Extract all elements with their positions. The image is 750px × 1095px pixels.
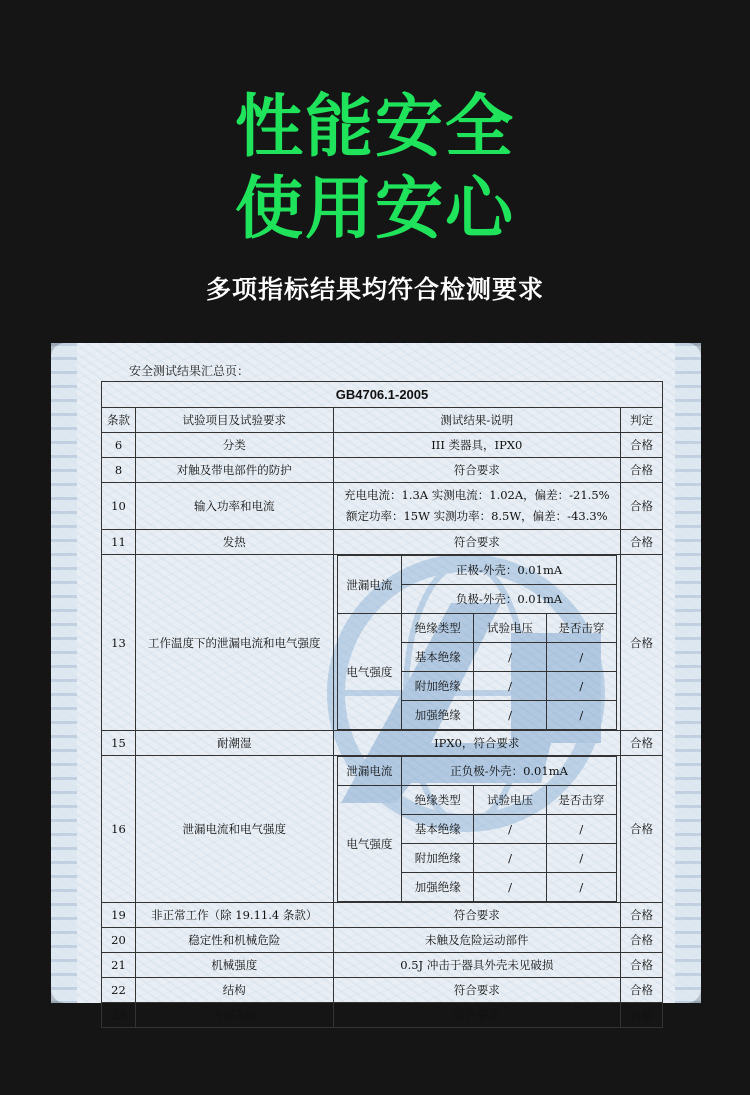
table-row [102,1003,663,1028]
table-row [102,433,663,458]
leak-positive: 正极-外壳：0.01mA [402,556,617,585]
strength-header: 试验电压 [474,614,546,643]
header-clause: 条款 [102,408,136,433]
strength-cell: 附加绝缘 [402,672,474,701]
row-item: 耐潮湿 [135,731,333,756]
strength-cell: / [474,701,546,730]
table-row [102,903,663,928]
strength-cell: 加强绝缘 [402,873,474,902]
row-item: 工作温度下的泄漏电流和电气强度 [135,555,333,731]
strength-cell: / [546,815,616,844]
row-clause: 8 [102,458,136,483]
table-row [102,756,663,903]
row-result-line-2: 额定功率：15W 实测功率：8.5W，偏差：-43.3% [345,509,608,523]
row-clause: 23 [102,1003,136,1028]
row-result: III 类器具，IPX0 [333,433,620,458]
header-result: 测试结果-说明 [333,408,620,433]
document-caption: 安全测试结果汇总页： [129,364,250,378]
row-item: 结构 [135,978,333,1003]
row-clause: 21 [102,953,136,978]
row-item: 泄漏电流和电气强度 [135,756,333,903]
strength-label: 电气强度 [337,786,402,902]
row-result: IPX0，符合要求 [333,731,620,756]
header-judge: 判定 [621,408,663,433]
table-header-row [102,408,663,433]
security-edge-right [675,343,701,1003]
table-row [102,978,663,1003]
table-row [102,458,663,483]
strength-cell: / [546,701,616,730]
sub-table-13 [337,555,617,730]
row-clause: 22 [102,978,136,1003]
row-result: 未触及危险运动部件 [333,928,620,953]
subheadline: 多项指标结果均符合检测要求 [205,275,544,304]
row-clause: 15 [102,731,136,756]
row-judge: 合格 [621,458,663,483]
strength-cell: / [546,873,616,902]
strength-cell: / [546,844,616,873]
row-clause: 13 [102,555,136,731]
strength-cell: / [474,815,546,844]
row-item: 稳定性和机械危险 [135,928,333,953]
row-item: 非正常工作（除 19.11.4 条款） [135,903,333,928]
row-judge: 合格 [621,1003,663,1028]
row-item: 分类 [135,433,333,458]
header-item: 试验项目及试验要求 [135,408,333,433]
strength-header: 试验电压 [474,786,546,815]
row-item: 发热 [135,530,333,555]
strength-cell: / [474,643,546,672]
strength-cell: 加强绝缘 [402,701,474,730]
strength-header: 是否击穿 [546,786,616,815]
headline-line-2: 使用安心 [234,170,515,249]
row-judge: 合格 [621,978,663,1003]
strength-header: 绝缘类型 [402,786,474,815]
row-result: 符合要求 [333,978,620,1003]
row-item: 输入功率和电流 [135,483,333,530]
row-clause: 10 [102,483,136,530]
leak-negative: 负极-外壳：0.01mA [402,585,617,614]
leak-label: 泄漏电流 [337,757,402,786]
test-results-table [101,381,663,1028]
row-clause: 11 [102,530,136,555]
sub-table-16 [337,756,617,902]
table-row [102,731,663,756]
row-item: 对触及带电部件的防护 [135,458,333,483]
table-row [102,530,663,555]
row-result: 0.5J 冲击于器具外壳未见破损 [333,953,620,978]
row-item: 机械强度 [135,953,333,978]
row-result: 符合要求 [333,1003,620,1028]
strength-cell: 基本绝缘 [402,815,474,844]
leak-value: 正负极-外壳：0.01mA [402,757,617,786]
strength-header: 是否击穿 [546,614,616,643]
standard-number: GB4706.1-2005 [102,382,663,408]
row-result-line-1: 充电电流：1.3A 实测电流：1.02A，偏差：-21.5% [344,488,610,502]
row-judge: 合格 [621,953,663,978]
row-clause: 20 [102,928,136,953]
row-clause: 16 [102,756,136,903]
table-row [102,928,663,953]
security-edge-left [51,343,77,1003]
row-judge: 合格 [621,756,663,903]
row-result: 符合要求 [333,903,620,928]
strength-cell: / [546,672,616,701]
row-item: 内部布线 [135,1003,333,1028]
strength-cell: 基本绝缘 [402,643,474,672]
row-judge: 合格 [621,433,663,458]
strength-label: 电气强度 [337,614,402,730]
table-row [102,953,663,978]
test-report-card [51,343,701,1022]
row-judge: 合格 [621,530,663,555]
row-result [333,555,620,731]
strength-cell: / [474,873,546,902]
row-result: 符合要求 [333,530,620,555]
row-judge: 合格 [621,731,663,756]
strength-cell: / [546,643,616,672]
leak-label: 泄漏电流 [337,556,402,614]
strength-cell: / [474,672,546,701]
headline-line-1: 性能安全 [234,88,515,167]
row-judge: 合格 [621,483,663,530]
table-row [102,483,663,530]
strength-cell: / [474,844,546,873]
row-result [333,483,620,530]
row-judge: 合格 [621,928,663,953]
row-clause: 6 [102,433,136,458]
row-clause: 19 [102,903,136,928]
strength-header: 绝缘类型 [402,614,474,643]
strength-cell: 附加绝缘 [402,844,474,873]
row-result [333,756,620,903]
table-row [102,555,663,731]
row-judge: 合格 [621,555,663,731]
row-result: 符合要求 [333,458,620,483]
row-judge: 合格 [621,903,663,928]
